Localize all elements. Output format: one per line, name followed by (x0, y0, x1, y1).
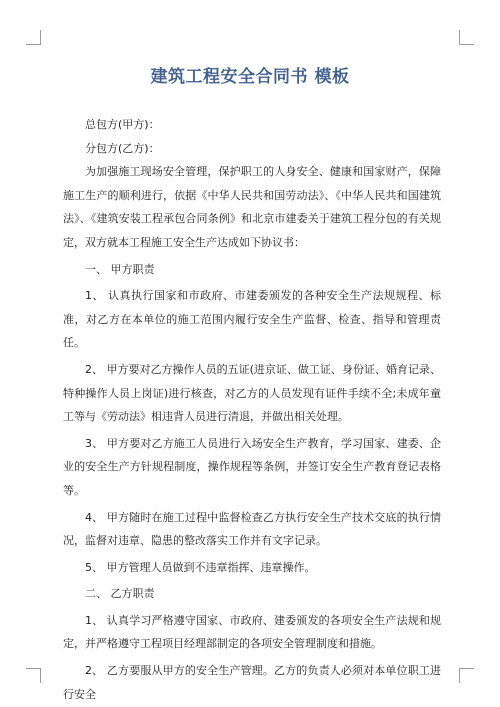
section-heading-party-b: 二、 乙方职责 (85, 587, 155, 601)
page-corner-mark-bottom-left (26, 668, 41, 683)
section-heading-party-a: 一、 甲方职责 (85, 262, 155, 276)
document-title: 建筑工程安全合同书 模板 (150, 67, 350, 87)
party-b-line: 分包方(乙方)： (85, 141, 160, 155)
party-a-duty-5: 5、 甲方管理人员做到不违章指挥、违章操作。 (85, 560, 316, 574)
party-b-duty-2: 2、 乙方要服从甲方的安全生产管理。乙方的负责人必须对本单位职工进行安全 (63, 664, 441, 701)
party-a-line: 总包方(甲方)： (85, 118, 160, 131)
party-a-duty-4: 4、 甲方随时在施工过程中监督检查乙方执行安全生产技术交底的执行情况，监督对违章、隐患的整改落实工作并有文字记录。 (63, 510, 441, 548)
document-body (63, 113, 441, 706)
page-corner-mark-top-right (459, 30, 474, 45)
party-a-duty-2: 2、 甲方要对乙方操作人员的五证(进京证、做工证、身份证、婚育记录、特种操作人员上岗证)进行核查，对乙方的人员发现有证件手续不全;未成年童工等与《劳动法》相违背人员进行清退，并做出相关处理。 (63, 362, 441, 424)
party-b-duty-1: 1、 认真学习严格遵守国家、市政府、建委颁发的各项安全生产法规和规定，并严格遵守工程项目经理部制定的各项安全管理制度和措施。 (63, 613, 441, 651)
page-corner-mark-bottom-right (459, 668, 474, 683)
preamble-paragraph: 为加强施工现场安全管理，保护职工的人身安全、健康和国家财产，保障施工生产的顺利进行，依据《中华人民共和国劳动法》、《中华人民共和国建筑法》、《建筑安装工程承包合同条例》和北京市建委关于建筑工程分包的有关规定，双方就本工程施工安全生产达成如下协议书： (63, 165, 441, 249)
party-a-duty-3: 3、 甲方要对乙方施工人员进行入场安全生产教育，学习国家、建委、企业的安全生产方针规程制度，操作规程等条例，并签订安全生产教育登记表格等。 (63, 436, 441, 497)
party-a-duty-1: 1、 认真执行国家和市政府、市建委颁发的各种安全生产法规规程、标准，对乙方在本单位的施工范围内履行安全生产监督、检查、指导和管理责任。 (63, 289, 441, 350)
page-corner-mark-top-left (26, 30, 41, 45)
